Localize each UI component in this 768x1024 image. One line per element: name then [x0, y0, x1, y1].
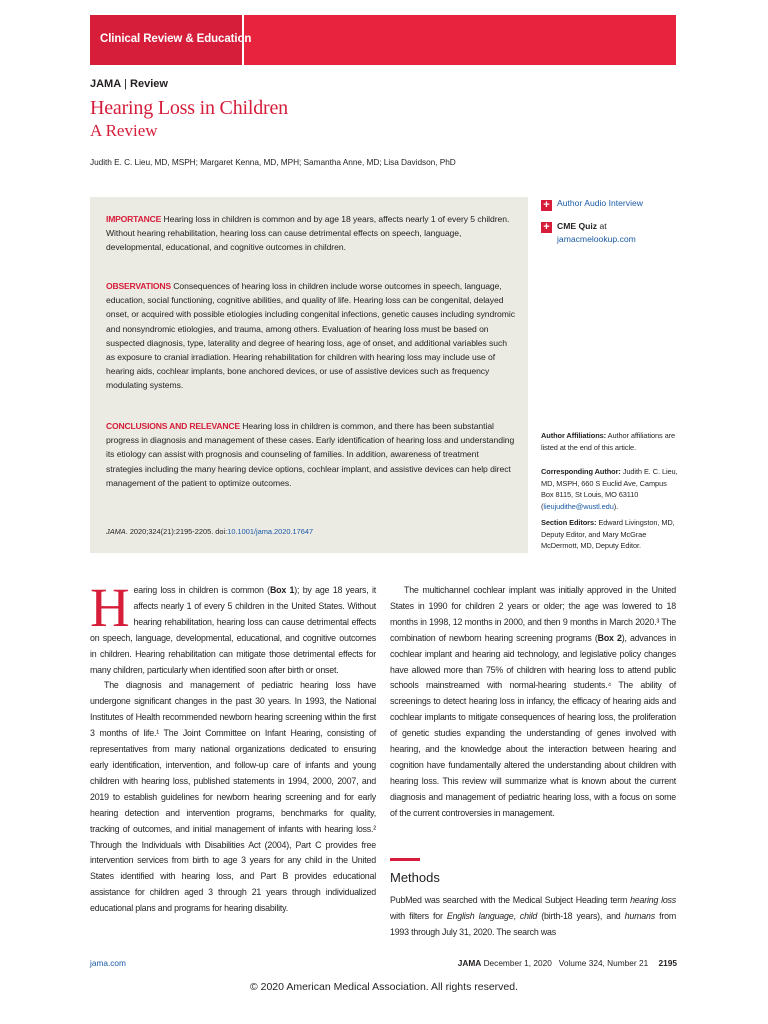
abstract-box — [90, 197, 528, 553]
footer-issue: December 1, 2020 Volume 324, Number 21 — [483, 958, 649, 968]
intro-paragraph — [90, 577, 376, 678]
abstract-observations — [106, 279, 516, 393]
corresponding-heading: Corresponding Author: — [541, 467, 621, 476]
cme-quiz-at: at — [597, 221, 607, 231]
body-column-left — [90, 577, 376, 917]
author-affiliations — [541, 430, 681, 453]
section-label: Clinical Review & Education — [100, 33, 252, 45]
box2-ref[interactable]: Box 2 — [597, 632, 622, 643]
cme-quiz — [557, 220, 636, 246]
methods-heading: Methods — [390, 870, 440, 885]
citation-text: . 2020;324(21):2195-2205. doi: — [125, 527, 228, 536]
author-list: Judith E. C. Lieu, MD, MSPH; Margaret Kenna, MD, MPH; Samantha Anne, MD; Lisa Davidson, PhD — [90, 157, 456, 167]
methods-rule — [390, 858, 420, 861]
corresponding-text: Judith E. C. Lieu, MD, MSPH, 660 S Euclid Ave, Campus Box 8115, St Louis, MO 63110 ( — [541, 467, 678, 511]
methods-text-b: with filters for — [390, 910, 447, 921]
p1-text-a: earing loss in children is common ( — [133, 585, 270, 595]
abstract-importance — [106, 212, 516, 255]
header-band — [242, 15, 676, 65]
importance-text: Hearing loss in children is common and by age 18 years, affects nearly 1 of every 5 children. Without hearing rehabilitation, hearing loss can cause detrimental effects on speech, language, developmental, educational, and cognitive outcomes in children. — [106, 214, 510, 253]
journal-line — [90, 78, 168, 90]
methods-text-a: PubMed was searched with the Medical Subject Heading term — [390, 895, 631, 905]
footer-journal: JAMA — [457, 958, 482, 968]
article-subtitle: A Review — [90, 121, 158, 140]
importance-heading: IMPORTANCE — [106, 214, 162, 224]
doi-link[interactable]: 10.1001/jama.2020.17647 — [227, 527, 314, 536]
editors-text: Edward Livingston, MD, Deputy Editor, and Mary McGrae McDermott, MD, Deputy Editor. — [541, 518, 675, 550]
methods-text-d: (birth-18 years), and — [537, 910, 625, 921]
abstract-conclusions — [106, 419, 516, 490]
methods-term-3: child — [519, 910, 538, 921]
site-link[interactable]: jama.com — [90, 958, 126, 968]
citation — [106, 527, 313, 536]
p3-text-a: The multichannel cochlear implant was initially approved in the United States in 1990 for children 2 years or older; the age was lowered to 18 months in 1998, 12 months in 2000, and then 9 months in March 2020.³ The combination of newborn hearing screening programs ( — [390, 585, 676, 643]
methods-term-4: humans — [624, 910, 655, 921]
methods-term-1: hearing loss — [630, 895, 677, 905]
p1-text-b: ); by age 18 years, it affects nearly 1 of every 5 children in the United States. Without hearing rehabilitation, hearing loss can cause detrimental effects on speech, language, developmental, educational, and cognitive outcomes in children. Hearing rehabilitation can mitigate those detrimental effects for many children, particularly when identified soon after birth or onset. — [90, 585, 376, 675]
methods-text-e: from 1993 through July 31, 2020. The search was — [390, 910, 676, 937]
methods-text-c: , — [513, 910, 520, 921]
conclusions-text: Hearing loss in children is common, and there has been substantial progress in diagnosis and management of these cases. Early identification of hearing loss and understanding its etiology can assist with prognosis and counseling of families. In addition, awareness of treatment strategies including the many hearing device options, cochlear implant, and assistive devices can help direct management of the patient to optimize outcomes. — [106, 421, 515, 488]
article-title: Hearing Loss in Children — [90, 97, 288, 119]
observations-text: Consequences of hearing loss in children include worse outcomes in speech, language, education, social functioning, cognitive abilities, and quality of life. Hearing loss can be congenital, delayed onset, or acquired with possible etiologies including congenital infections, genetic causes including syndromic and nonsyndromic etiologies, and trauma, among others. Evaluation of hearing loss must be based on suspected diagnosis, type, laterality and degree of hearing loss, age of onset, and additional variables such as exposure to cranial irradiation. Hearing rehabilitation for children with hearing loss may include use of hearing aids, cochlear implants, bone anchored devices, or use of assistive devices such as frequency modulating systems. — [106, 281, 515, 391]
audio-interview-link[interactable]: Author Audio Interview — [557, 198, 643, 208]
section-editors — [541, 517, 681, 552]
observations-heading: OBSERVATIONS — [106, 281, 171, 291]
corresponding-close: ). — [613, 501, 619, 511]
cme-quiz-link[interactable]: jamacmelookup.com — [557, 234, 636, 244]
corresponding-author — [541, 466, 681, 512]
affiliations-heading: Author Affiliations: — [541, 431, 607, 440]
p3-text-b: ), advances in cochlear implant and hearing aid technology, and legislative policy changes have allowed more than 75% of children with hearing loss to attend public schools mainstreamed with normal-hearing students.⁴ The ability of screenings to detect hearing loss in infancy, the efficacy of hearing aids and cochlear implants to mitigate consequences of hearing loss, the proliferation of genetic studies expanding the understanding of genes involved with hearing, and the knowledge about the interaction between hearing and cognition have fundamentally altered the understanding about children with hearing loss. This review will summarize what is known about the current diagnosis and management of pediatric hearing loss, with a focus on some of the current controversies in management. — [390, 632, 676, 818]
journal-separator: | — [124, 78, 128, 90]
methods-term-2: English language — [446, 910, 514, 921]
cme-quiz-label: CME Quiz — [557, 221, 598, 231]
citation-journal: JAMA — [106, 527, 126, 536]
conclusions-heading: CONCLUSIONS AND RELEVANCE — [106, 421, 240, 431]
footer-issue-line — [440, 958, 677, 968]
affiliations-text: Author affiliations are listed at the end of this article. — [541, 431, 676, 452]
body-column-right — [390, 583, 676, 822]
email-link[interactable]: lieujudithe@wustl.edu — [543, 501, 614, 511]
drop-cap: H — [90, 577, 130, 638]
plus-icon[interactable]: + — [541, 222, 552, 233]
editors-heading: Section Editors: — [541, 518, 597, 527]
journal-name: JAMA — [90, 78, 122, 90]
body-paragraph-3 — [390, 583, 676, 822]
box1-ref[interactable]: Box 1 — [269, 585, 295, 595]
article-type: Review — [130, 78, 168, 90]
page-number: 2195 — [658, 958, 677, 968]
methods-paragraph — [390, 893, 676, 941]
body-paragraph-2: The diagnosis and management of pediatric hearing loss have undergone significant changes in the past 30 years. In 1993, the National Institutes of Health recommended newborn hearing screening within the first 3 months of life.¹ The Joint Committee on Infant Hearing, consisting of representatives from many national organizations dedicated to ensuring early identification, intervention, and follow-up care of infants and young children with hearing loss, published statements in 1994, 2000, 2007, and 2019 to establish guidelines for newborn hearing screening and for early hearing detection and intervention programs, benchmarks for quality, tracking of outcomes, and initial management of infants with hearing loss.² Through the Individuals with Disabilities Act (2004), Part C provides free intervention services from birth to age 3 years for any child in the United States identified with hearing loss, and Part B provides educational assistance for children aged 3 through 21 years through individualized educational plans and programs for hearing disability. — [90, 680, 376, 914]
plus-icon[interactable]: + — [541, 200, 552, 211]
copyright: © 2020 American Medical Association. All rights reserved. — [249, 981, 519, 993]
methods-body — [390, 893, 676, 941]
